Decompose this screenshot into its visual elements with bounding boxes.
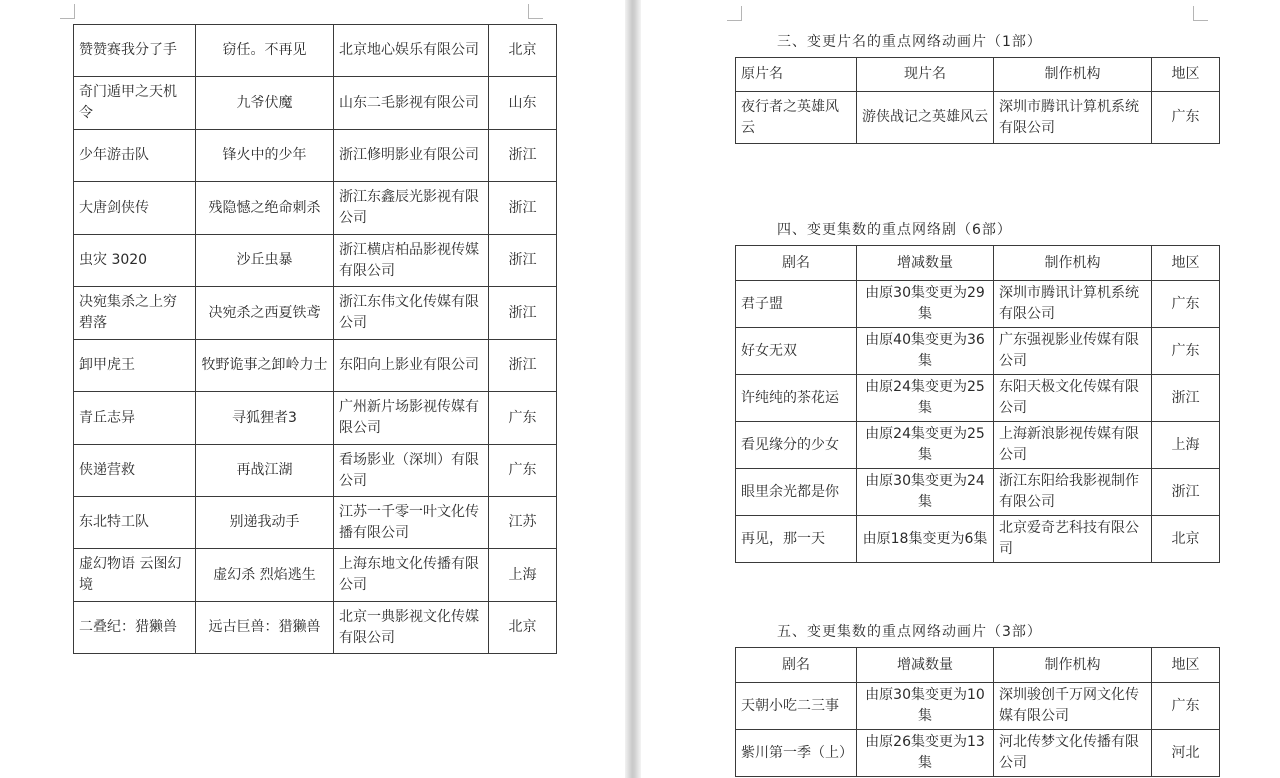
cell-new-title: 由原24集变更为25集	[857, 375, 994, 422]
cell-title: 奇门遁甲之天机令	[74, 77, 196, 130]
region-table-continued	[73, 24, 557, 654]
table-row	[74, 392, 557, 445]
cell-title: 虫灾 3020	[74, 235, 196, 287]
cell-producer: 上海新浪影视传媒有限公司	[994, 422, 1152, 469]
cell-new-title: 别递我动手	[196, 497, 334, 549]
cell-new-title: 沙丘虫暴	[196, 235, 334, 287]
cell-region: 浙江	[489, 130, 557, 182]
cell-title: 赞赞赛我分了手	[74, 25, 196, 77]
cell-new-title: 窃任。不再见	[196, 25, 334, 77]
cell-producer: 浙江横店柏品影视传媒有限公司	[334, 235, 489, 287]
cell-title: 二叠纪：猎獭兽	[74, 602, 196, 654]
cell-producer: 广州新片场影视传媒有限公司	[334, 392, 489, 445]
cell-producer: 河北传梦文化传播有限公司	[994, 730, 1152, 777]
page-gutter	[625, 0, 641, 778]
section-4-title: 四、变更集数的重点网络剧（6部）	[777, 222, 1012, 238]
table-header-row	[736, 58, 1220, 92]
cell-new-title: 由原30集变更为10集	[857, 683, 994, 730]
cell-producer: 山东二毛影视有限公司	[334, 77, 489, 130]
cell-region: 北京	[489, 602, 557, 654]
cell-region: 河北	[1152, 730, 1220, 777]
document-page-left	[0, 0, 625, 778]
cell-producer: 江苏一千零一叶文化传播有限公司	[334, 497, 489, 549]
table-row	[736, 469, 1220, 516]
cell-title: 好女无双	[736, 328, 857, 375]
table-row	[74, 497, 557, 549]
cell-title: 夜行者之英雄风云	[736, 92, 857, 144]
cell-title: 虚幻物语 云图幻境	[74, 549, 196, 602]
table-row	[736, 328, 1220, 375]
column-header: 制作机构	[994, 648, 1152, 683]
section-5-table	[735, 647, 1220, 777]
section-5-title: 五、变更集数的重点网络动画片（3部）	[777, 624, 1042, 640]
cell-producer: 深圳市腾讯计算机系统有限公司	[994, 92, 1152, 144]
section-4-table	[735, 245, 1220, 563]
crop-mark-top-left	[727, 6, 742, 21]
cell-region: 北京	[1152, 516, 1220, 563]
cell-producer: 广东强视影业传媒有限公司	[994, 328, 1152, 375]
cell-new-title: 由原30集变更为24集	[857, 469, 994, 516]
table-row	[74, 25, 557, 77]
column-header: 原片名	[736, 58, 857, 92]
column-header: 现片名	[857, 58, 994, 92]
table-row	[74, 287, 557, 340]
cell-producer: 看场影业（深圳）有限公司	[334, 445, 489, 497]
cell-region: 上海	[489, 549, 557, 602]
cell-title: 决宛集杀之上穷碧落	[74, 287, 196, 340]
cell-producer: 浙江东伟文化传媒有限公司	[334, 287, 489, 340]
cell-new-title: 由原30集变更为29集	[857, 281, 994, 328]
cell-title: 许纯纯的茶花运	[736, 375, 857, 422]
table-row	[736, 92, 1220, 144]
column-header: 剧名	[736, 246, 857, 281]
cell-region: 广东	[1152, 328, 1220, 375]
cell-title: 看见缘分的少女	[736, 422, 857, 469]
cell-producer: 深圳市腾讯计算机系统有限公司	[994, 281, 1152, 328]
column-header: 剧名	[736, 648, 857, 683]
cell-region: 浙江	[489, 235, 557, 287]
cell-title: 侠递营救	[74, 445, 196, 497]
cell-new-title: 寻狐狸者3	[196, 392, 334, 445]
column-header: 增减数量	[857, 648, 994, 683]
crop-mark-top-right	[528, 4, 543, 19]
cell-region: 浙江	[489, 287, 557, 340]
cell-new-title: 再战江湖	[196, 445, 334, 497]
table-row	[736, 683, 1220, 730]
table-row	[74, 77, 557, 130]
table-row	[74, 340, 557, 392]
table-row	[74, 445, 557, 497]
cell-new-title: 残隐憾之绝命刺杀	[196, 182, 334, 235]
cell-producer: 北京爱奇艺科技有限公司	[994, 516, 1152, 563]
cell-new-title: 决宛杀之西夏铁鸢	[196, 287, 334, 340]
cell-region: 广东	[1152, 281, 1220, 328]
table-row	[736, 422, 1220, 469]
section-3-title: 三、变更片名的重点网络动画片（1部）	[777, 34, 1042, 50]
crop-mark-top-left	[60, 4, 75, 19]
cell-new-title: 由原18集变更为6集	[857, 516, 994, 563]
crop-mark-top-right	[1193, 6, 1208, 21]
table-row	[736, 730, 1220, 777]
cell-new-title: 游侠战记之英雄风云	[857, 92, 994, 144]
table-header-row	[736, 648, 1220, 683]
cell-producer: 东阳向上影业有限公司	[334, 340, 489, 392]
document-page-right	[641, 0, 1280, 778]
column-header: 地区	[1152, 246, 1220, 281]
cell-new-title: 九爷伏魔	[196, 77, 334, 130]
cell-title: 少年游击队	[74, 130, 196, 182]
column-header: 制作机构	[994, 58, 1152, 92]
cell-producer: 东阳天极文化传媒有限公司	[994, 375, 1152, 422]
table-row	[74, 602, 557, 654]
table-row	[736, 375, 1220, 422]
cell-new-title: 远古巨兽：猎獭兽	[196, 602, 334, 654]
table-row	[736, 516, 1220, 563]
cell-new-title: 由原26集变更为13集	[857, 730, 994, 777]
cell-new-title: 由原24集变更为25集	[857, 422, 994, 469]
cell-title: 紫川第一季（上）	[736, 730, 857, 777]
table-row	[74, 130, 557, 182]
cell-new-title: 由原40集变更为36集	[857, 328, 994, 375]
table-row	[74, 235, 557, 287]
cell-title: 眼里余光都是你	[736, 469, 857, 516]
cell-new-title: 虚幻杀 烈焰逃生	[196, 549, 334, 602]
cell-title: 卸甲虎王	[74, 340, 196, 392]
cell-producer: 浙江东鑫辰光影视有限公司	[334, 182, 489, 235]
cell-title: 东北特工队	[74, 497, 196, 549]
cell-region: 山东	[489, 77, 557, 130]
table-row	[74, 549, 557, 602]
cell-region: 浙江	[489, 340, 557, 392]
cell-producer: 浙江修明影业有限公司	[334, 130, 489, 182]
cell-new-title: 锋火中的少年	[196, 130, 334, 182]
cell-region: 北京	[489, 25, 557, 77]
cell-title: 大唐剑侠传	[74, 182, 196, 235]
cell-region: 上海	[1152, 422, 1220, 469]
cell-region: 广东	[1152, 92, 1220, 144]
table-row	[736, 281, 1220, 328]
cell-title: 天朝小吃二三事	[736, 683, 857, 730]
cell-region: 江苏	[489, 497, 557, 549]
cell-region: 浙江	[1152, 375, 1220, 422]
cell-region: 浙江	[489, 182, 557, 235]
cell-region: 广东	[489, 392, 557, 445]
cell-producer: 深圳骏创千万网文化传媒有限公司	[994, 683, 1152, 730]
column-header: 地区	[1152, 648, 1220, 683]
cell-title: 再见，那一天	[736, 516, 857, 563]
cell-producer: 北京一典影视文化传媒有限公司	[334, 602, 489, 654]
cell-region: 广东	[489, 445, 557, 497]
cell-producer: 北京地心娱乐有限公司	[334, 25, 489, 77]
table-header-row	[736, 246, 1220, 281]
cell-region: 广东	[1152, 683, 1220, 730]
cell-new-title: 牧野诡事之卸岭力士	[196, 340, 334, 392]
column-header: 地区	[1152, 58, 1220, 92]
cell-producer: 浙江东阳给我影视制作有限公司	[994, 469, 1152, 516]
cell-producer: 上海东地文化传播有限公司	[334, 549, 489, 602]
cell-title: 青丘志异	[74, 392, 196, 445]
column-header: 增减数量	[857, 246, 994, 281]
cell-title: 君子盟	[736, 281, 857, 328]
cell-region: 浙江	[1152, 469, 1220, 516]
table-row	[74, 182, 557, 235]
section-3-table	[735, 57, 1220, 144]
column-header: 制作机构	[994, 246, 1152, 281]
